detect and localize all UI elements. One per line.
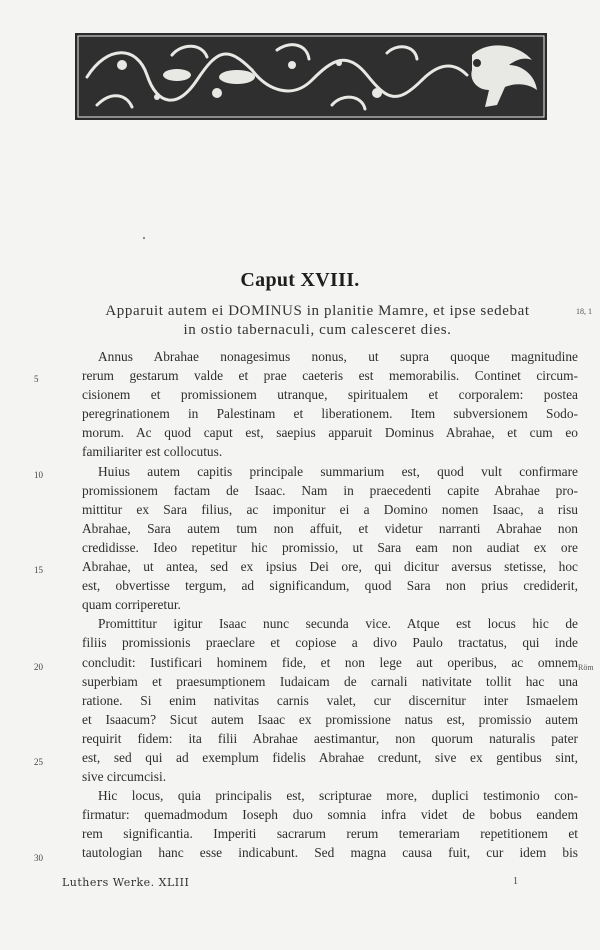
line-number: 10 xyxy=(34,470,43,480)
text-line: rem significantia. Imperiti sacrarum rerum temerariam repetitionem et xyxy=(82,826,578,842)
text-line: filiis promissionis praeclare et copiose a divo Paulo tractatus, qui inde xyxy=(82,635,578,651)
text-line: Annus Abrahae nonagesimus nonus, ut supra quoque magnitudine xyxy=(98,349,578,364)
text-line: ratione. Si enim nativitas carnis valet, cur discernitur inter Ismaelem xyxy=(82,692,578,708)
chapter-summary xyxy=(55,302,580,340)
margin-reference: Röm xyxy=(578,663,594,672)
line-number: 5 xyxy=(34,374,39,384)
text-line: est, sed qui ad exemplum fidelis Abrahae credunt, sive ex gentibus sint, xyxy=(82,749,578,765)
line-number: 30 xyxy=(34,853,43,863)
line-number: 25 xyxy=(34,757,43,767)
text-line: requirit fidem: ita filii Abrahae aestimantur, non quorum naturalis pater xyxy=(82,730,578,746)
body-text xyxy=(82,347,578,863)
text-line: rerum gestarum valde et prae caeteris est memorabilis. Continet circum- xyxy=(82,368,578,384)
text-line: superbiam et praesumptionem Iudaicam de carnali nativitate tollit hac una xyxy=(82,673,578,689)
footer-book-title: Luthers Werke. XLIII xyxy=(62,876,190,889)
scripture-reference: 18, 1 xyxy=(576,307,592,316)
chapter-title: Caput XVIII. xyxy=(240,269,360,291)
line-number: 15 xyxy=(34,565,43,575)
text-line: Huius autem capitis principale summarium est, quod vult confirmare xyxy=(98,463,578,479)
text-line: Hic locus, quia principalis est, scripturae more, duplici testimonio con- xyxy=(98,788,578,804)
text-line: Abrahae, ut antea, sed ex ipsius Dei ore, qui dicitur aversus stetisse, hoc xyxy=(82,559,578,575)
text-line: credidisse. Ideo repetitur hic promissio, ut Sara eam non audiat ex ore xyxy=(82,539,578,555)
text-line: cisionem et promissionem utranque, spiritualem et corporalem: postea xyxy=(82,387,578,403)
text-line: est, obvertisse tergum, ad significandum, quod Sara non prius crediderit, xyxy=(82,578,578,594)
woodcut-ornament-banner xyxy=(75,33,547,120)
text-line: firmatur: quemadmodum Ioseph duo somnia infra videt de bobus eandem xyxy=(82,807,578,823)
text-line: Abrahae, Sara autem tum non affuit, et videtur narranti Abrahae non xyxy=(82,520,578,536)
text-line: quam corriperetur. xyxy=(82,597,181,613)
line-number: 20 xyxy=(34,662,43,672)
text-line: familiariter est collocutus. xyxy=(82,444,223,460)
text-line: Promittitur igitur Isaac nunc secunda vice. Atque est locus hic de xyxy=(98,616,578,632)
footer-signature-mark: 1 xyxy=(513,876,518,887)
text-line: promissionem factam de Isaac. Nam in praecedenti capite Abrahae pro- xyxy=(82,482,578,498)
summary-line-1: Apparuit autem ei DOMINUS in planitie Mamre, et ipse sedebat xyxy=(105,303,530,319)
text-line: tautologian hanc esse indicabunt. Sed magna causa fuit, cur idem bis xyxy=(82,845,578,861)
text-line: concludit: Iustificari hominem fide, et non lege aut operibus, ac omnem xyxy=(82,654,578,670)
text-line: sive circumcisi. xyxy=(82,769,167,785)
text-line: morum. Ac quod caput est, saepius apparuit Dominus Abrahae, et cum eo xyxy=(82,425,578,441)
text-line: et Isaacum? Sicut autem Isaac ex promissione natus est, promissio autem xyxy=(82,711,578,727)
ornament-illustration xyxy=(77,35,545,118)
summary-line-2: in ostio tabernaculi, cum calesceret dies. xyxy=(183,322,452,338)
text-line: peregrinationem in Palestinam et liberationem. Item subversionem Sodo- xyxy=(82,406,578,422)
print-speck xyxy=(143,237,145,239)
text-line: mittitur ex Sara filius, ac imponitur ei a Domino nomen Isaac, a risu xyxy=(82,501,578,517)
